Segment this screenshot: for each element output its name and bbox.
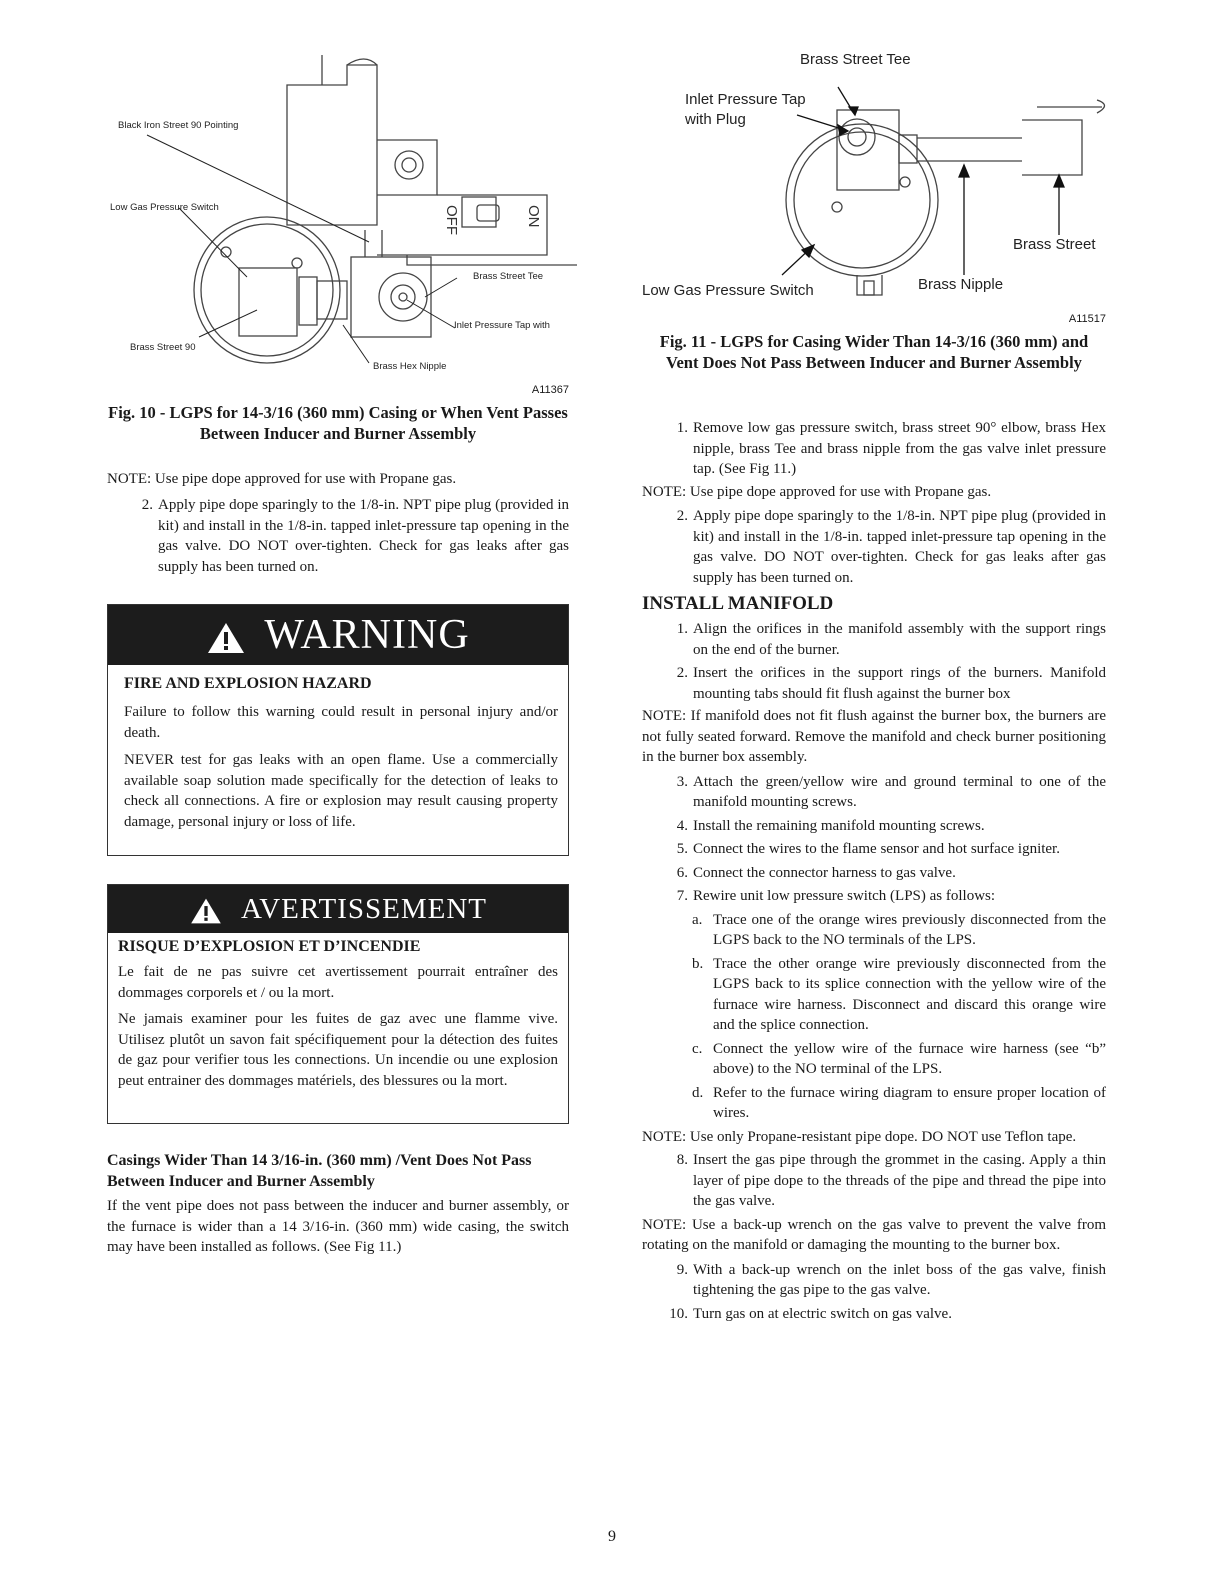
note <box>642 1215 1106 1256</box>
list-item <box>642 772 1106 813</box>
avertissement-p2: Ne jamais examiner pour les fuites de gaz avec une flamme vive. Utilisez plutôt un savon fait spécifiquement pour la détection des fuites de gaz pour verifier tous les connections. Un incendie ou une explosion peut entrainer des dommages matériels, des blessures ou la mort. <box>118 1011 558 1089</box>
sub-list-item <box>642 1039 1106 1080</box>
list-item <box>642 1150 1106 1212</box>
step-text: With a back-up wrench on the inlet boss of the gas valve, finish tightening the gas pipe to the gas valve. <box>693 1261 1106 1298</box>
fig11-label-inlet-tap: Inlet Pressure Tap <box>685 91 806 108</box>
note <box>642 1127 1106 1148</box>
step-number: 1. <box>676 420 688 436</box>
avertissement-title: AVERTISSEMENT <box>241 893 487 925</box>
left-note-1 <box>107 469 569 490</box>
fig10-code: A11367 <box>531 384 569 396</box>
step-number: 10. <box>669 1305 688 1322</box>
note-label: NOTE: <box>642 708 687 724</box>
fig10-label-black-iron: Black Iron Street 90 Pointing <box>118 120 239 131</box>
note-text: Use a back-up wrench on the gas valve to prevent the valve from rotating on the manifold or damaging the mounting to the burner box. <box>642 1216 1107 1253</box>
step-letter: b. <box>692 955 704 972</box>
note-label: NOTE: <box>642 483 687 500</box>
step-letter: a. <box>692 911 703 928</box>
step-text: Refer to the furnace wiring diagram to ensure proper location of wires. <box>713 1084 1106 1121</box>
list-item <box>642 1304 1106 1325</box>
sub-list-item <box>642 910 1106 951</box>
casings-paragraph <box>107 1196 569 1258</box>
warning-header <box>108 605 568 665</box>
casings-heading: Casings Wider Than 14 3/16-in. (360 mm) /Vent Does Not Pass Between Inducer and Burner Assembly <box>107 1152 532 1190</box>
warning-p2: NEVER test for gas leaks with an open flame. Use a commercially available soap solution made specifically for the detection of leaks to check all connections. A fire or explosion may result causing property damage, personal injury or loss of life. <box>124 752 558 830</box>
step-number: 8. <box>676 1152 688 1168</box>
list-item <box>642 816 1106 837</box>
section-heading: INSTALL MANIFOLD <box>642 593 834 614</box>
avertissement-hazard: RISQUE D’EXPLOSION ET D’INCENDIE <box>118 938 421 955</box>
step-text: Rewire unit low pressure switch (LPS) as follows: <box>693 888 996 904</box>
fig11-caption: Fig. 11 - LGPS for Casing Wider Than 14-3/16 (360 mm) and Vent Does Not Pass Between Inducer and Burner Assembly <box>659 332 1089 372</box>
sub-list-item <box>642 1083 1106 1124</box>
fig11-label-low-gas: Low Gas Pressure Switch <box>642 282 814 299</box>
step-text: Trace the other orange wire previously disconnected from the LGPS back to its splice connection with the yellow wire of the furnace wire harness. Disconnect and discard this orange wire and the splice connection. <box>713 955 1106 1033</box>
step-number: 2. <box>141 497 153 513</box>
step-text: Insert the orifices in the support rings of the burners. Manifold mounting tabs should fit flush against the burner box <box>693 665 1106 702</box>
step-text: Connect the wires to the flame sensor and hot surface igniter. <box>693 841 1060 857</box>
note-label: NOTE: <box>642 1128 687 1145</box>
casings-text: If the vent pipe does not pass between the inducer and burner assembly, or the furnace is wider than a 14 3/16-in. (360 mm) wide casing, the switch may have been installed as follows. (See Fig 11.) <box>107 1198 569 1255</box>
fig10-label-brass-street-90: Brass Street 90 <box>130 342 196 353</box>
step-number: 3. <box>676 773 688 790</box>
step-number: 9. <box>676 1261 688 1278</box>
warning-triangle-icon <box>206 621 246 655</box>
step-number: 4. <box>676 817 688 834</box>
figure-10-drawing <box>107 45 577 385</box>
fig11-label-brass-street: Brass Street <box>1013 236 1096 253</box>
step-number: 7. <box>676 888 688 904</box>
list-item <box>642 418 1106 480</box>
fig10-label-brass-street-tee: Brass Street Tee <box>473 271 544 282</box>
fig11-label-brass-nipple: Brass Nipple <box>918 276 1004 293</box>
warning-title: WARNING <box>264 612 470 658</box>
note-label: NOTE: <box>107 471 152 487</box>
fig11-label-brass-street-tee: Brass Street Tee <box>800 51 911 68</box>
step-letter: c. <box>692 1040 703 1057</box>
step-text: Turn gas on at electric switch on gas valve. <box>693 1305 952 1322</box>
fig11-label-with-plug: with Plug <box>685 111 746 128</box>
step-text: Insert the gas pipe through the grommet in the casing. Apply a thin layer of pipe dope to the threads of the pipe and thread the pipe into the gas valve. <box>693 1152 1106 1209</box>
valve-off-label: OFF <box>443 205 460 235</box>
step-number: 2. <box>676 665 688 681</box>
step-text: Connect the connector harness to gas valve. <box>693 864 956 881</box>
step-text: Apply pipe dope sparingly to the 1/8-in. NPT pipe plug (provided in kit) and install in the 1/8-in. tapped inlet-pressure tap opening in the gas valve. DO NOT over-tighten. Check for gas leaks after gas supply has been turned on. <box>158 497 569 575</box>
fig10-label-low-gas: Low Gas Pressure Switch <box>110 202 219 213</box>
step-number: 2. <box>676 508 688 524</box>
list-item <box>642 863 1106 884</box>
warning-triangle-icon <box>189 897 223 925</box>
list-item <box>642 663 1106 704</box>
step-number: 1. <box>676 621 688 637</box>
page-number: 9 <box>608 1528 616 1545</box>
warning-p1: Failure to follow this warning could result in personal injury and/or death. <box>124 704 558 741</box>
step-text: Connect the yellow wire of the furnace wire harness (see “b” above) to the NO terminal of the LPS. <box>713 1040 1106 1077</box>
list-item <box>642 839 1106 860</box>
step-text: Attach the green/yellow wire and ground terminal to one of the manifold mounting screws. <box>693 773 1106 810</box>
list-item <box>642 619 1106 660</box>
step-number: 6. <box>676 864 688 881</box>
step-text: Trace one of the orange wires previously disconnected from the LGPS back to the NO terminals of the LPS. <box>713 911 1106 948</box>
fig10-caption: Fig. 10 - LGPS for 14-3/16 (360 mm) Casing or When Vent Passes Between Inducer and Burner Assembly <box>108 403 568 443</box>
note <box>642 482 1106 503</box>
left-step-2 <box>107 495 569 577</box>
list-item <box>642 506 1106 588</box>
avertissement-header <box>108 885 568 933</box>
note-text: Use pipe dope approved for use with Propane gas. <box>689 483 992 500</box>
fig11-code: A11517 <box>1068 313 1106 325</box>
warning-box <box>107 604 569 856</box>
avertissement-box <box>107 884 569 1124</box>
step-number: 5. <box>676 841 688 857</box>
list-item <box>642 1260 1106 1301</box>
avertissement-p1: Le fait de ne pas suivre cet avertissement pourrait entraîner des dommages corporels et / ou la mort. <box>118 964 558 1001</box>
note-text: If manifold does not fit flush against the burner box, the burners are not fully seated forward. Remove the manifold and check burner positioning in the burner box assembly. <box>642 708 1106 765</box>
step-text: Install the remaining manifold mounting screws. <box>693 817 985 834</box>
sub-list-item <box>642 954 1106 1036</box>
step-text: Apply pipe dope sparingly to the 1/8-in. NPT pipe plug (provided in kit) and install in the 1/8-in. tapped inlet-pressure tap opening in the gas valve. DO NOT over-tighten. Check for gas leaks after gas supply has been turned on. <box>693 508 1106 586</box>
note <box>642 706 1106 768</box>
figure-11-drawing <box>642 45 1112 310</box>
step-letter: d. <box>692 1084 704 1101</box>
right-text-column <box>642 418 1106 1324</box>
note-label: NOTE: <box>642 1216 687 1233</box>
list-item <box>642 886 1106 907</box>
step-text: Remove low gas pressure switch, brass street 90° elbow, brass Hex nipple, brass Tee and brass nipple from the gas valve inlet pressure tap. (See Fig 11.) <box>693 420 1106 477</box>
warning-hazard: FIRE AND EXPLOSION HAZARD <box>124 675 372 692</box>
note-text: Use only Propane-resistant pipe dope. DO NOT use Teflon tape. <box>689 1128 1077 1145</box>
valve-on-label: ON <box>525 205 542 228</box>
note-text: Use pipe dope approved for use with Propane gas. <box>154 471 457 487</box>
step-text: Align the orifices in the manifold assembly with the support rings on the end of the burner. <box>693 621 1106 658</box>
fig10-label-inlet-tap: Inlet Pressure Tap with <box>454 320 550 331</box>
fig10-label-brass-hex: Brass Hex Nipple <box>373 361 447 372</box>
